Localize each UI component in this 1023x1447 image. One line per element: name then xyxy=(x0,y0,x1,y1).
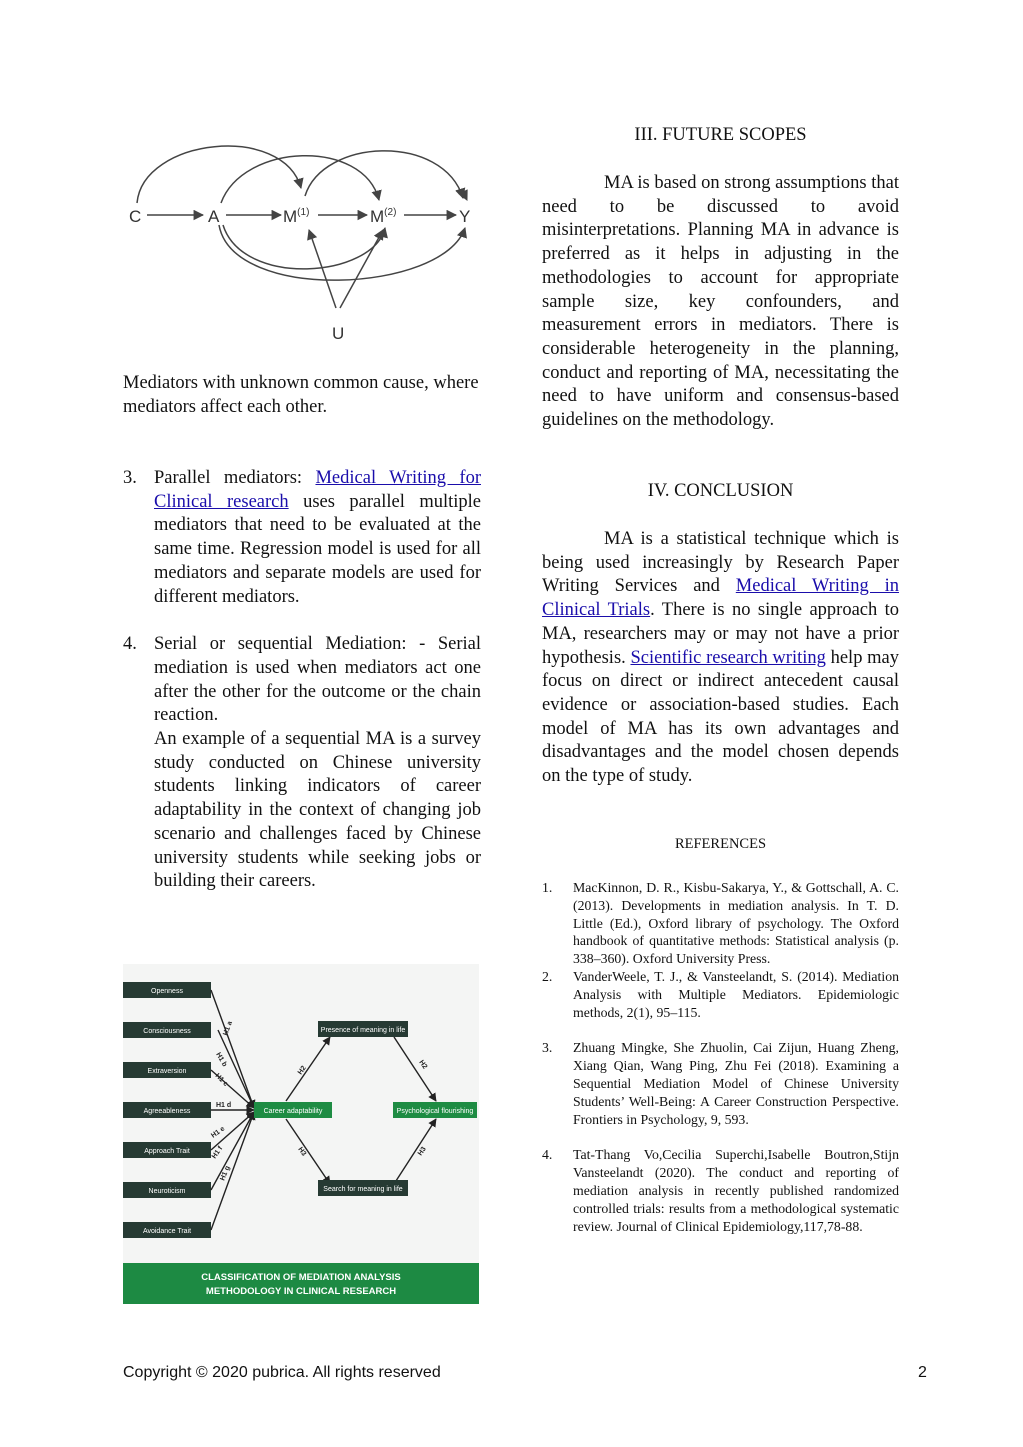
node-y: Y xyxy=(459,207,471,226)
list-number: 4. xyxy=(123,634,137,655)
conclusion-p2: . There is no single approach to MA, researchers may or may not have a prior hypothesis. xyxy=(542,600,899,668)
node-c: C xyxy=(129,207,142,226)
item3-prefix: Parallel mediators: xyxy=(154,468,316,488)
node-m2-sup: (2) xyxy=(384,207,397,218)
reference-text: Tat-Thang Vo,Cecilia Superchi,Isabelle Boutron,Stijn Vansteelandt (2020). The conduct and reporting of mediation analysis in recently published randomized controlled trials: results from a methodological systematic review. Journal of Clinical Epidemiology,117,78-88. xyxy=(573,1147,899,1234)
h3-right-label: H3 xyxy=(416,1145,428,1158)
h1g-label: H1 g xyxy=(219,1165,232,1182)
reference-item xyxy=(542,1146,899,1235)
reference-item xyxy=(542,1039,899,1128)
page-number: 2 xyxy=(918,1364,927,1381)
trait-label: Extraversion xyxy=(147,1068,187,1075)
conclusion-p1: MA is a statistical technique which is being used increasingly by Research Paper Writing Services and xyxy=(542,529,899,597)
reference-number: 4. xyxy=(542,1147,553,1163)
node-a: A xyxy=(208,207,220,226)
mediator-list xyxy=(123,467,481,894)
career-adaptability-figure xyxy=(123,964,479,1304)
trait-label: Approach Trait xyxy=(144,1148,190,1155)
medical-writing-link[interactable]: Medical Writing for Clinical research xyxy=(154,468,481,512)
node-u: U xyxy=(332,324,345,343)
future-scopes-heading: III. FUTURE SCOPES xyxy=(634,125,807,145)
reference-text: Zhuang Mingke, She Zhuolin, Cai Zijun, Huang Zheng, Xiang Qian, Wang Ping, Zhu Fei (2018). Examining a Sequential Mediation Model of Chinese University Students’ Well-Being: A Career Construction Perspective. Frontiers in Psychology, 9, 593. xyxy=(573,1040,899,1127)
conclusion-heading: IV. CONCLUSION xyxy=(647,481,794,501)
reference-item xyxy=(542,879,899,968)
conclusion-p3: help may focus on direct or indirect antecedent causal evidence or association-based studies. Each model of MA has its own advantages and disadvantages and the model chosen depends on the type of study. xyxy=(542,647,900,787)
h2-right-label: H2 xyxy=(417,1059,429,1071)
h1c-label: H1 c xyxy=(213,1072,229,1088)
node-m1: $M^{(1)}$ xyxy=(283,207,310,226)
presence-of-meaning-box: Presence of meaning in life xyxy=(320,1027,406,1034)
h1e-label: H1 e xyxy=(210,1125,227,1140)
reference-number: 3. xyxy=(542,1040,553,1056)
references-list xyxy=(542,879,899,1235)
reference-text: VanderWeele, T. J., & Vansteelandt, S. (2014). Mediation Analysis with Multiple Mediators. Epidemiologic methods, 2(1), 95–115. xyxy=(573,968,899,1020)
h1a-label: H1 a xyxy=(222,1020,234,1037)
trait-label: Neuroticism xyxy=(148,1188,186,1195)
psychological-flourishing-box: Psychological flourishing xyxy=(396,1108,474,1115)
reference-item xyxy=(542,968,899,1021)
trait-label: Openness xyxy=(151,988,183,995)
list-number: 3. xyxy=(123,468,137,488)
item4-text: Serial or sequential Mediation: - Serial mediation is used when mediators act one after the other for the outcome or the chain reaction. xyxy=(154,634,481,726)
h2-left-label: H2 xyxy=(296,1064,308,1077)
h1d-label: H1 d xyxy=(216,1102,232,1109)
item3-suffix: uses parallel multiple mediators that need to be evaluated at the same time. Regression model is used for all mediators and separate models are used for different mediators. xyxy=(154,491,481,607)
search-for-meaning-box: Search for meaning in life xyxy=(323,1186,403,1193)
future-scopes-text: MA is based on strong assumptions that need to be discussed to avoid misinterpretations. Planning MA in advance is preferred as it helps in adjusting in the methodologies to account for appropriate sample size, key confounders, and measurement errors in mediators. There is considerable heterogeneity in the planning, conduct and reporting of MA, necessitating the need to have uniform and consensus-based guidelines on the methodology. xyxy=(542,173,899,431)
references-heading: REFERENCES xyxy=(674,836,767,852)
reference-number: 2. xyxy=(542,968,553,984)
list-item-serial xyxy=(123,633,481,894)
list-item-parallel xyxy=(123,467,481,609)
figure-banner-line1: CLASSIFICATION OF MEDIATION ANALYSIS xyxy=(201,1272,401,1283)
node-m2: $M^{(2)}$ xyxy=(370,207,397,226)
reference-number: 1. xyxy=(542,880,553,895)
mediator-diagram xyxy=(123,128,483,350)
h1b-label: H1 b xyxy=(214,1051,228,1069)
career-adaptability-box: Career adaptability xyxy=(263,1108,323,1115)
scientific-research-writing-link[interactable]: Scientific research writing xyxy=(630,647,826,668)
trait-label: Agreeableness xyxy=(143,1108,191,1115)
figure-banner-line2: METHODOLOGY IN CLINICAL RESEARCH xyxy=(205,1286,397,1297)
diagram-caption: Mediators with unknown common cause, where mediators affect each other. xyxy=(123,373,479,417)
node-m1-sup: (1) xyxy=(297,207,310,218)
medical-writing-clinical-trials-link[interactable]: Medical Writing in Clinical Trials xyxy=(542,576,899,621)
item4-example: An example of a sequential MA is a survey study conducted on Chinese university students linking indicators of career adaptability in the context of changing job scenario and challenges faced by Chinese university students while seeking jobs or building their careers. xyxy=(154,729,481,892)
trait-label: Avoidance Trait xyxy=(142,1228,192,1235)
h1f-label: H1 f xyxy=(210,1145,225,1161)
footer-copyright: Copyright © 2020 pubrica. All rights reserved xyxy=(123,1364,441,1381)
h3-left-label: H3 xyxy=(296,1146,308,1158)
reference-text: MacKinnon, D. R., Kisbu-Sakarya, Y., & Gottschall, A. C. (2013). Developments in mediation analysis. In T. D. Little (Ed.), Oxford library of psychology. The Oxford handbook of quantitative methods: Statistical analysis (p. 338–360). Oxford University Press. xyxy=(573,880,899,967)
conclusion-text xyxy=(542,528,899,789)
trait-label: Consciousness xyxy=(143,1028,191,1035)
